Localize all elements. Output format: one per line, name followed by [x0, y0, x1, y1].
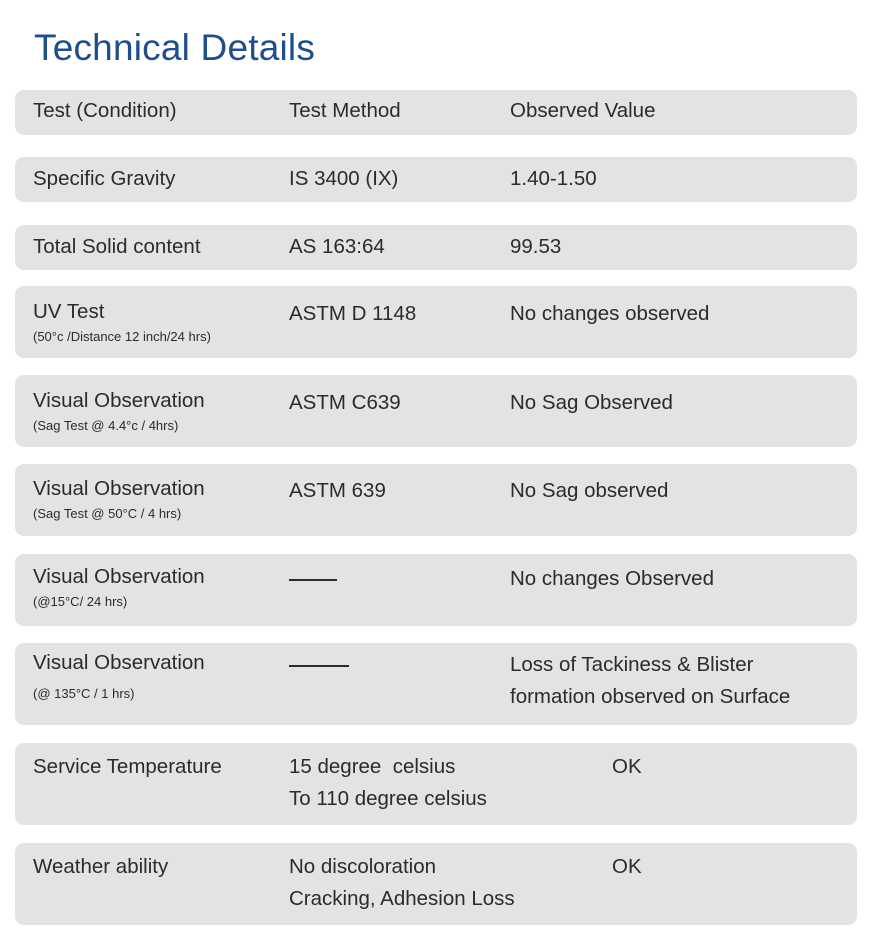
row-condition: (50°c /Distance 12 inch/24 hrs): [33, 329, 211, 344]
row-value: 1.40-1.50: [510, 167, 597, 190]
row-method-line2: Cracking, Adhesion Loss: [289, 887, 515, 910]
header-test-condition: Test (Condition): [33, 99, 177, 122]
row-method: ASTM D 1148: [289, 302, 417, 325]
page-title: Technical Details: [34, 27, 316, 68]
row-test: Total Solid content: [33, 235, 201, 258]
table-header-row: [15, 90, 857, 135]
row-method-dash: [289, 649, 349, 681]
row-condition: (Sag Test @ 50°C / 4 hrs): [33, 506, 182, 521]
table-row: [15, 375, 857, 447]
row-value-line1: Loss of Tackiness & Blister: [510, 653, 754, 676]
row-test-cell: [33, 300, 211, 346]
row-test-cell: [33, 477, 205, 523]
dash-line: [289, 665, 349, 667]
row-method-cell: [289, 851, 515, 915]
table-row: [15, 643, 857, 725]
row-value: No Sag Observed: [510, 391, 673, 414]
row-value: No changes observed: [510, 302, 710, 325]
row-test: UV Test: [33, 300, 105, 323]
row-method-line1: 15 degree celsius: [289, 755, 456, 778]
row-test-cell: [33, 651, 205, 703]
row-condition: (@15°C/ 24 hrs): [33, 594, 128, 609]
table-row: [15, 225, 857, 270]
header-observed-value: Observed Value: [510, 99, 656, 122]
row-value: No changes Observed: [510, 567, 714, 590]
row-method: AS 163:64: [289, 235, 385, 258]
row-value: OK: [612, 755, 642, 778]
row-test-cell: [33, 565, 205, 611]
row-test-cell: [33, 389, 205, 435]
row-value: 99.53: [510, 235, 562, 258]
row-test: Visual Observation: [33, 389, 205, 412]
row-method-line1: No discoloration: [289, 855, 436, 878]
table-row: [15, 286, 857, 358]
row-method-dash: [289, 563, 337, 595]
row-value-line2: formation observed on Surface: [510, 685, 791, 708]
dash-line: [289, 579, 337, 581]
row-test: Visual Observation: [33, 651, 205, 674]
row-test: Service Temperature: [33, 755, 222, 778]
row-test: Visual Observation: [33, 477, 205, 500]
table-row: [15, 157, 857, 202]
row-value: No Sag observed: [510, 479, 669, 502]
row-method: ASTM C639: [289, 391, 401, 414]
table-row: [15, 843, 857, 925]
row-value: OK: [612, 855, 642, 878]
row-value-cell: [510, 649, 790, 713]
header-test-method: Test Method: [289, 99, 401, 122]
row-method-cell: [289, 751, 487, 815]
row-condition: (Sag Test @ 4.4°c / 4hrs): [33, 418, 179, 433]
row-method-line2: To 110 degree celsius: [289, 787, 487, 810]
row-condition: (@ 135°C / 1 hrs): [33, 686, 135, 701]
row-method: ASTM 639: [289, 479, 386, 502]
row-test: Specific Gravity: [33, 167, 176, 190]
row-test: Visual Observation: [33, 565, 205, 588]
row-test: Weather ability: [33, 855, 169, 878]
table-row: [15, 554, 857, 626]
table-row: [15, 464, 857, 536]
table-row: [15, 743, 857, 825]
row-method: IS 3400 (IX): [289, 167, 399, 190]
